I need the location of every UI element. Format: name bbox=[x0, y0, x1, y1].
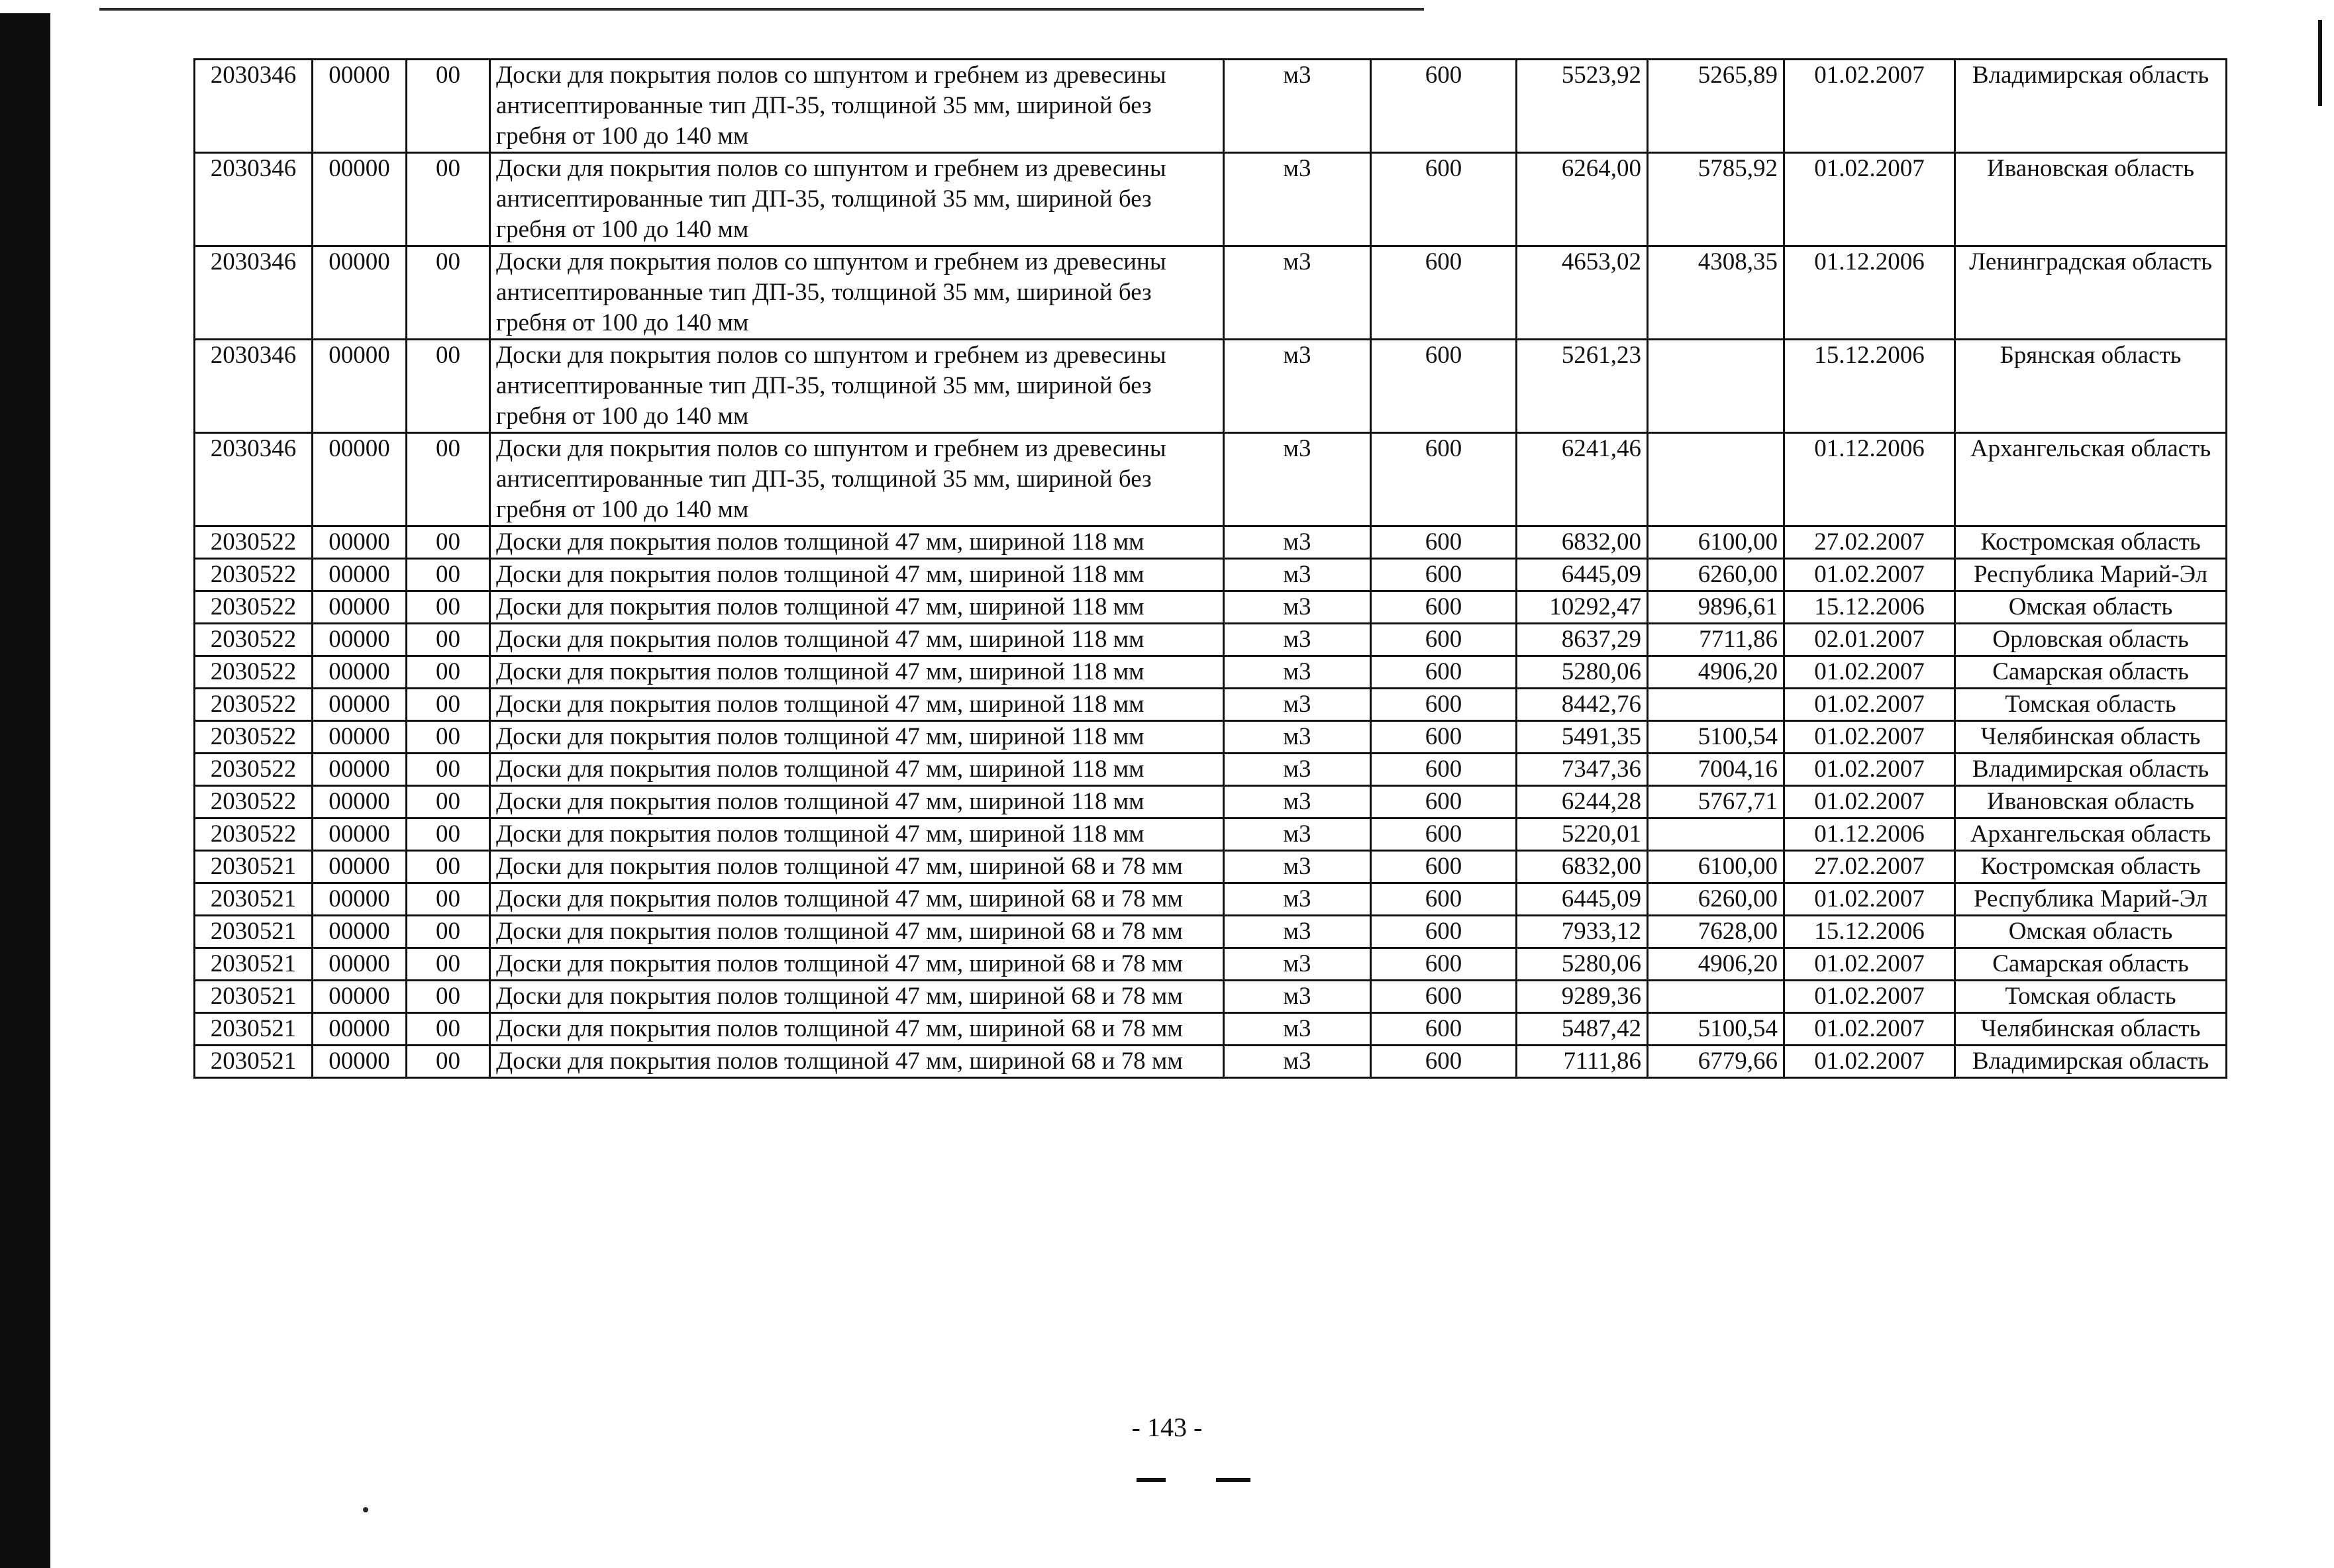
cell-region: Ивановская область bbox=[1955, 153, 2227, 246]
cell-name: Доски для покрытия полов толщиной 47 мм, шириной 118 мм bbox=[490, 689, 1224, 721]
cell-subcode: 00000 bbox=[313, 786, 407, 818]
scan-top-line bbox=[99, 8, 1424, 11]
cell-region: Томская область bbox=[1955, 981, 2227, 1013]
cell-code: 2030521 bbox=[195, 1046, 313, 1078]
cell-unit: м3 bbox=[1224, 916, 1371, 948]
cell-unit: м3 bbox=[1224, 851, 1371, 883]
cell-region: Брянская область bbox=[1955, 340, 2227, 433]
cell-code: 2030346 bbox=[195, 433, 313, 526]
cell-quantity: 600 bbox=[1371, 153, 1517, 246]
cell-price-1: 7933,12 bbox=[1517, 916, 1648, 948]
cell-price-1: 5280,06 bbox=[1517, 948, 1648, 981]
cell-subcode: 00000 bbox=[313, 948, 407, 981]
cell-group: 00 bbox=[407, 526, 490, 559]
cell-price-1: 5487,42 bbox=[1517, 1013, 1648, 1046]
cell-unit: м3 bbox=[1224, 786, 1371, 818]
cell-price-1: 5491,35 bbox=[1517, 721, 1648, 754]
cell-name: Доски для покрытия полов толщиной 47 мм, шириной 68 и 78 мм bbox=[490, 948, 1224, 981]
cell-code: 2030521 bbox=[195, 1013, 313, 1046]
cell-unit: м3 bbox=[1224, 591, 1371, 624]
cell-code: 2030522 bbox=[195, 526, 313, 559]
cell-name: Доски для покрытия полов толщиной 47 мм, шириной 68 и 78 мм bbox=[490, 883, 1224, 916]
cell-group: 00 bbox=[407, 433, 490, 526]
cell-date: 01.02.2007 bbox=[1784, 60, 1955, 153]
cell-name: Доски для покрытия полов толщиной 47 мм, шириной 118 мм bbox=[490, 624, 1224, 656]
cell-date: 01.12.2006 bbox=[1784, 433, 1955, 526]
cell-group: 00 bbox=[407, 153, 490, 246]
cell-date: 01.02.2007 bbox=[1784, 754, 1955, 786]
cell-region: Томская область bbox=[1955, 689, 2227, 721]
cell-price-1: 6264,00 bbox=[1517, 153, 1648, 246]
cell-code: 2030521 bbox=[195, 883, 313, 916]
cell-price-1: 6241,46 bbox=[1517, 433, 1648, 526]
cell-quantity: 600 bbox=[1371, 1046, 1517, 1078]
cell-quantity: 600 bbox=[1371, 851, 1517, 883]
cell-price-1: 6445,09 bbox=[1517, 883, 1648, 916]
cell-date: 27.02.2007 bbox=[1784, 526, 1955, 559]
cell-code: 2030346 bbox=[195, 246, 313, 340]
cell-price-2: 6100,00 bbox=[1648, 526, 1784, 559]
cell-code: 2030522 bbox=[195, 689, 313, 721]
price-table bbox=[193, 58, 2227, 1079]
cell-price-1: 5261,23 bbox=[1517, 340, 1648, 433]
cell-group: 00 bbox=[407, 689, 490, 721]
cell-unit: м3 bbox=[1224, 246, 1371, 340]
cell-price-2: 4906,20 bbox=[1648, 656, 1784, 689]
scan-artifact-mark bbox=[1216, 1478, 1250, 1482]
cell-group: 00 bbox=[407, 1013, 490, 1046]
cell-subcode: 00000 bbox=[313, 559, 407, 591]
cell-region: Самарская область bbox=[1955, 948, 2227, 981]
cell-region: Костромская область bbox=[1955, 526, 2227, 559]
table-row bbox=[195, 721, 2227, 754]
cell-region: Владимирская область bbox=[1955, 1046, 2227, 1078]
cell-unit: м3 bbox=[1224, 153, 1371, 246]
cell-date: 15.12.2006 bbox=[1784, 591, 1955, 624]
cell-quantity: 600 bbox=[1371, 818, 1517, 851]
cell-subcode: 00000 bbox=[313, 721, 407, 754]
table-row bbox=[195, 916, 2227, 948]
cell-price-2: 9896,61 bbox=[1648, 591, 1784, 624]
cell-group: 00 bbox=[407, 916, 490, 948]
page-number: - 143 - bbox=[1131, 1412, 1203, 1442]
cell-unit: м3 bbox=[1224, 656, 1371, 689]
cell-region: Омская область bbox=[1955, 591, 2227, 624]
cell-name: Доски для покрытия полов со шпунтом и гребнем из древесины антисептированные тип ДП-35, толщиной 35 мм, шириной без гребня от 100 до 140 мм bbox=[490, 153, 1224, 246]
table-row bbox=[195, 689, 2227, 721]
cell-date: 27.02.2007 bbox=[1784, 851, 1955, 883]
cell-code: 2030522 bbox=[195, 624, 313, 656]
cell-price-1: 5523,92 bbox=[1517, 60, 1648, 153]
cell-price-2: 4308,35 bbox=[1648, 246, 1784, 340]
cell-name: Доски для покрытия полов толщиной 47 мм, шириной 118 мм bbox=[490, 526, 1224, 559]
cell-group: 00 bbox=[407, 591, 490, 624]
cell-group: 00 bbox=[407, 786, 490, 818]
cell-quantity: 600 bbox=[1371, 916, 1517, 948]
cell-quantity: 600 bbox=[1371, 526, 1517, 559]
cell-group: 00 bbox=[407, 656, 490, 689]
cell-region: Архангельская область bbox=[1955, 818, 2227, 851]
cell-quantity: 600 bbox=[1371, 721, 1517, 754]
cell-subcode: 00000 bbox=[313, 246, 407, 340]
cell-region: Республика Марий-Эл bbox=[1955, 883, 2227, 916]
table-row bbox=[195, 883, 2227, 916]
cell-unit: м3 bbox=[1224, 981, 1371, 1013]
cell-name: Доски для покрытия полов толщиной 47 мм, шириной 68 и 78 мм bbox=[490, 851, 1224, 883]
cell-name: Доски для покрытия полов толщиной 47 мм, шириной 118 мм bbox=[490, 754, 1224, 786]
cell-date: 01.12.2006 bbox=[1784, 246, 1955, 340]
cell-date: 01.02.2007 bbox=[1784, 721, 1955, 754]
cell-code: 2030346 bbox=[195, 153, 313, 246]
cell-date: 01.02.2007 bbox=[1784, 981, 1955, 1013]
cell-unit: м3 bbox=[1224, 883, 1371, 916]
cell-date: 01.02.2007 bbox=[1784, 656, 1955, 689]
cell-quantity: 600 bbox=[1371, 246, 1517, 340]
cell-unit: м3 bbox=[1224, 624, 1371, 656]
cell-price-2: 5265,89 bbox=[1648, 60, 1784, 153]
cell-date: 01.02.2007 bbox=[1784, 883, 1955, 916]
cell-group: 00 bbox=[407, 559, 490, 591]
cell-price-2: 5100,54 bbox=[1648, 1013, 1784, 1046]
cell-price-1: 7347,36 bbox=[1517, 754, 1648, 786]
cell-price-1: 8637,29 bbox=[1517, 624, 1648, 656]
cell-price-2: 6260,00 bbox=[1648, 883, 1784, 916]
cell-region: Челябинская область bbox=[1955, 721, 2227, 754]
cell-group: 00 bbox=[407, 851, 490, 883]
scan-artifact-mark bbox=[1137, 1478, 1166, 1482]
cell-quantity: 600 bbox=[1371, 624, 1517, 656]
cell-price-2: 6260,00 bbox=[1648, 559, 1784, 591]
cell-group: 00 bbox=[407, 340, 490, 433]
cell-subcode: 00000 bbox=[313, 1046, 407, 1078]
cell-quantity: 600 bbox=[1371, 591, 1517, 624]
cell-region: Самарская область bbox=[1955, 656, 2227, 689]
cell-price-2: 5100,54 bbox=[1648, 721, 1784, 754]
cell-price-2: 6100,00 bbox=[1648, 851, 1784, 883]
cell-price-1: 9289,36 bbox=[1517, 981, 1648, 1013]
cell-name: Доски для покрытия полов толщиной 47 мм, шириной 118 мм bbox=[490, 591, 1224, 624]
cell-region: Архангельская область bbox=[1955, 433, 2227, 526]
cell-name: Доски для покрытия полов толщиной 47 мм, шириной 118 мм bbox=[490, 818, 1224, 851]
cell-name: Доски для покрытия полов толщиной 47 мм, шириной 68 и 78 мм bbox=[490, 981, 1224, 1013]
cell-date: 01.02.2007 bbox=[1784, 153, 1955, 246]
cell-price-1: 5280,06 bbox=[1517, 656, 1648, 689]
cell-code: 2030522 bbox=[195, 591, 313, 624]
cell-code: 2030521 bbox=[195, 981, 313, 1013]
cell-region: Владимирская область bbox=[1955, 754, 2227, 786]
cell-group: 00 bbox=[407, 1046, 490, 1078]
table-row bbox=[195, 624, 2227, 656]
cell-quantity: 600 bbox=[1371, 656, 1517, 689]
cell-subcode: 00000 bbox=[313, 916, 407, 948]
cell-price-2: 7004,16 bbox=[1648, 754, 1784, 786]
cell-price-2 bbox=[1648, 689, 1784, 721]
table-row bbox=[195, 786, 2227, 818]
cell-group: 00 bbox=[407, 624, 490, 656]
cell-name: Доски для покрытия полов толщиной 47 мм, шириной 68 и 78 мм bbox=[490, 1046, 1224, 1078]
table-row bbox=[195, 591, 2227, 624]
cell-date: 02.01.2007 bbox=[1784, 624, 1955, 656]
cell-price-2: 7711,86 bbox=[1648, 624, 1784, 656]
cell-name: Доски для покрытия полов толщиной 47 мм, шириной 118 мм bbox=[490, 721, 1224, 754]
cell-name: Доски для покрытия полов со шпунтом и гребнем из древесины антисептированные тип ДП-35, толщиной 35 мм, шириной без гребня от 100 до 140 мм bbox=[490, 340, 1224, 433]
cell-name: Доски для покрытия полов толщиной 47 мм, шириной 118 мм bbox=[490, 559, 1224, 591]
table-row bbox=[195, 433, 2227, 526]
cell-region: Республика Марий-Эл bbox=[1955, 559, 2227, 591]
cell-group: 00 bbox=[407, 948, 490, 981]
cell-quantity: 600 bbox=[1371, 1013, 1517, 1046]
cell-price-1: 6244,28 bbox=[1517, 786, 1648, 818]
cell-group: 00 bbox=[407, 754, 490, 786]
cell-code: 2030522 bbox=[195, 786, 313, 818]
table-row bbox=[195, 1046, 2227, 1078]
cell-subcode: 00000 bbox=[313, 433, 407, 526]
cell-price-2: 7628,00 bbox=[1648, 916, 1784, 948]
cell-code: 2030522 bbox=[195, 754, 313, 786]
cell-unit: м3 bbox=[1224, 526, 1371, 559]
cell-price-1: 5220,01 bbox=[1517, 818, 1648, 851]
cell-group: 00 bbox=[407, 721, 490, 754]
cell-name: Доски для покрытия полов со шпунтом и гребнем из древесины антисептированные тип ДП-35, толщиной 35 мм, шириной без гребня от 100 до 140 мм bbox=[490, 246, 1224, 340]
cell-subcode: 00000 bbox=[313, 1013, 407, 1046]
cell-subcode: 00000 bbox=[313, 689, 407, 721]
cell-date: 01.02.2007 bbox=[1784, 559, 1955, 591]
cell-region: Орловская область bbox=[1955, 624, 2227, 656]
cell-subcode: 00000 bbox=[313, 851, 407, 883]
cell-subcode: 00000 bbox=[313, 656, 407, 689]
table-row bbox=[195, 153, 2227, 246]
table-row bbox=[195, 559, 2227, 591]
cell-unit: м3 bbox=[1224, 754, 1371, 786]
cell-date: 01.12.2006 bbox=[1784, 818, 1955, 851]
cell-price-2: 4906,20 bbox=[1648, 948, 1784, 981]
cell-group: 00 bbox=[407, 981, 490, 1013]
cell-code: 2030522 bbox=[195, 656, 313, 689]
table-row bbox=[195, 340, 2227, 433]
table-row bbox=[195, 754, 2227, 786]
cell-subcode: 00000 bbox=[313, 153, 407, 246]
cell-quantity: 600 bbox=[1371, 981, 1517, 1013]
cell-date: 15.12.2006 bbox=[1784, 916, 1955, 948]
cell-date: 01.02.2007 bbox=[1784, 1046, 1955, 1078]
cell-subcode: 00000 bbox=[313, 754, 407, 786]
cell-name: Доски для покрытия полов со шпунтом и гребнем из древесины антисептированные тип ДП-35, толщиной 35 мм, шириной без гребня от 100 до 140 мм bbox=[490, 433, 1224, 526]
cell-group: 00 bbox=[407, 60, 490, 153]
table-row bbox=[195, 818, 2227, 851]
cell-group: 00 bbox=[407, 818, 490, 851]
cell-price-1: 6832,00 bbox=[1517, 851, 1648, 883]
cell-name: Доски для покрытия полов толщиной 47 мм, шириной 118 мм bbox=[490, 786, 1224, 818]
cell-date: 15.12.2006 bbox=[1784, 340, 1955, 433]
cell-price-2 bbox=[1648, 981, 1784, 1013]
cell-price-2: 6779,66 bbox=[1648, 1046, 1784, 1078]
cell-unit: м3 bbox=[1224, 948, 1371, 981]
cell-code: 2030346 bbox=[195, 340, 313, 433]
cell-name: Доски для покрытия полов толщиной 47 мм, шириной 68 и 78 мм bbox=[490, 916, 1224, 948]
cell-subcode: 00000 bbox=[313, 526, 407, 559]
cell-code: 2030522 bbox=[195, 818, 313, 851]
cell-quantity: 600 bbox=[1371, 340, 1517, 433]
cell-price-1: 4653,02 bbox=[1517, 246, 1648, 340]
cell-price-1: 6832,00 bbox=[1517, 526, 1648, 559]
cell-quantity: 600 bbox=[1371, 948, 1517, 981]
cell-unit: м3 bbox=[1224, 721, 1371, 754]
cell-subcode: 00000 bbox=[313, 624, 407, 656]
cell-unit: м3 bbox=[1224, 60, 1371, 153]
cell-group: 00 bbox=[407, 883, 490, 916]
table-row bbox=[195, 851, 2227, 883]
cell-quantity: 600 bbox=[1371, 559, 1517, 591]
cell-code: 2030522 bbox=[195, 721, 313, 754]
cell-date: 01.02.2007 bbox=[1784, 786, 1955, 818]
cell-code: 2030521 bbox=[195, 948, 313, 981]
cell-code: 2030521 bbox=[195, 851, 313, 883]
cell-price-1: 10292,47 bbox=[1517, 591, 1648, 624]
cell-quantity: 600 bbox=[1371, 883, 1517, 916]
cell-unit: м3 bbox=[1224, 559, 1371, 591]
cell-code: 2030522 bbox=[195, 559, 313, 591]
table-row bbox=[195, 656, 2227, 689]
cell-region: Костромская область bbox=[1955, 851, 2227, 883]
cell-subcode: 00000 bbox=[313, 60, 407, 153]
cell-subcode: 00000 bbox=[313, 591, 407, 624]
cell-date: 01.02.2007 bbox=[1784, 689, 1955, 721]
cell-code: 2030346 bbox=[195, 60, 313, 153]
cell-date: 01.02.2007 bbox=[1784, 1013, 1955, 1046]
cell-name: Доски для покрытия полов толщиной 47 мм, шириной 118 мм bbox=[490, 656, 1224, 689]
cell-price-1: 8442,76 bbox=[1517, 689, 1648, 721]
cell-region: Ленинградская область bbox=[1955, 246, 2227, 340]
cell-date: 01.02.2007 bbox=[1784, 948, 1955, 981]
scan-edge-mark bbox=[2318, 20, 2322, 106]
cell-quantity: 600 bbox=[1371, 786, 1517, 818]
cell-unit: м3 bbox=[1224, 340, 1371, 433]
cell-price-2 bbox=[1648, 340, 1784, 433]
scan-edge-shadow bbox=[0, 13, 50, 1568]
table-row bbox=[195, 246, 2227, 340]
cell-subcode: 00000 bbox=[313, 981, 407, 1013]
cell-price-2 bbox=[1648, 433, 1784, 526]
cell-price-2 bbox=[1648, 818, 1784, 851]
cell-group: 00 bbox=[407, 246, 490, 340]
table-row bbox=[195, 526, 2227, 559]
cell-subcode: 00000 bbox=[313, 340, 407, 433]
cell-subcode: 00000 bbox=[313, 883, 407, 916]
cell-region: Омская область bbox=[1955, 916, 2227, 948]
table-row bbox=[195, 948, 2227, 981]
cell-quantity: 600 bbox=[1371, 433, 1517, 526]
table-body bbox=[195, 60, 2227, 1078]
cell-unit: м3 bbox=[1224, 818, 1371, 851]
cell-region: Челябинская область bbox=[1955, 1013, 2227, 1046]
cell-unit: м3 bbox=[1224, 433, 1371, 526]
table-row bbox=[195, 981, 2227, 1013]
cell-price-1: 7111,86 bbox=[1517, 1046, 1648, 1078]
cell-name: Доски для покрытия полов толщиной 47 мм, шириной 68 и 78 мм bbox=[490, 1013, 1224, 1046]
cell-unit: м3 bbox=[1224, 689, 1371, 721]
cell-name: Доски для покрытия полов со шпунтом и гребнем из древесины антисептированные тип ДП-35, толщиной 35 мм, шириной без гребня от 100 до 140 мм bbox=[490, 60, 1224, 153]
scan-artifact-dot bbox=[363, 1507, 368, 1512]
cell-region: Ивановская область bbox=[1955, 786, 2227, 818]
cell-quantity: 600 bbox=[1371, 754, 1517, 786]
cell-price-2: 5767,71 bbox=[1648, 786, 1784, 818]
cell-code: 2030521 bbox=[195, 916, 313, 948]
cell-quantity: 600 bbox=[1371, 60, 1517, 153]
cell-price-1: 6445,09 bbox=[1517, 559, 1648, 591]
table-row bbox=[195, 1013, 2227, 1046]
cell-quantity: 600 bbox=[1371, 689, 1517, 721]
cell-unit: м3 bbox=[1224, 1013, 1371, 1046]
cell-region: Владимирская область bbox=[1955, 60, 2227, 153]
cell-subcode: 00000 bbox=[313, 818, 407, 851]
cell-price-2: 5785,92 bbox=[1648, 153, 1784, 246]
cell-unit: м3 bbox=[1224, 1046, 1371, 1078]
table-row bbox=[195, 60, 2227, 153]
